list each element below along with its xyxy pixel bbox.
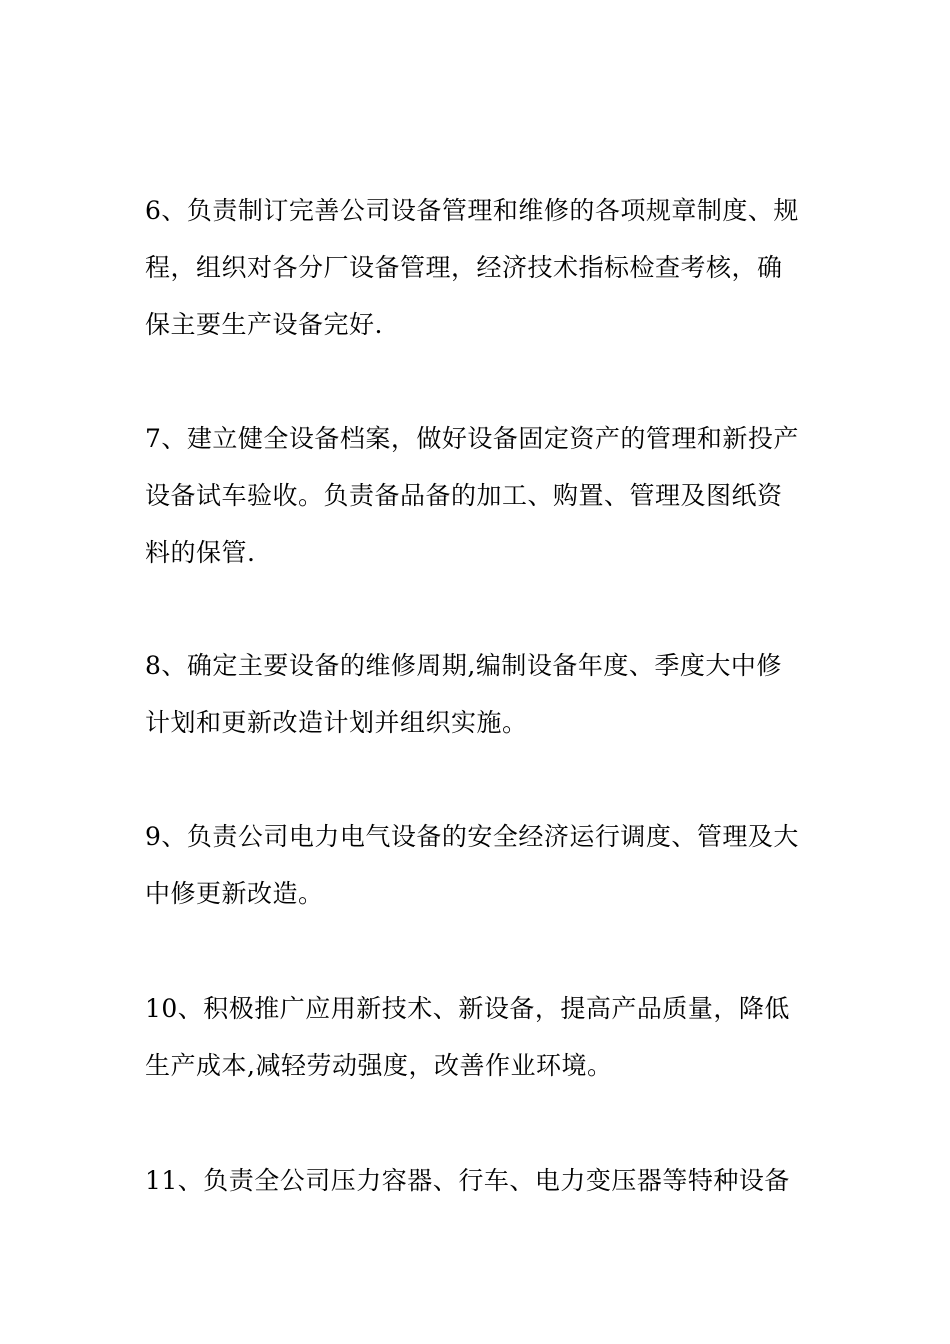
text-line: 7、建立健全设备档案，做好设备固定资产的管理和新投产 [145, 424, 799, 453]
text-line: 10、积极推广应用新技术、新设备，提高产品质量，降低 [145, 994, 790, 1023]
text-line: 8、确定主要设备的维修周期,编制设备年度、季度大中修 [145, 651, 782, 680]
text-line: 中修更新改造。 [145, 879, 324, 908]
text-line: 料的保管. [145, 538, 256, 567]
text-line: 生产成本,减轻劳动强度，改善作业环境。 [145, 1051, 613, 1080]
paragraph-item-7 [145, 410, 807, 581]
text-line: 6、负责制订完善公司设备管理和维修的各项规章制度、规 [145, 196, 799, 225]
paragraph-item-9 [145, 808, 807, 922]
paragraph-item-6 [145, 182, 807, 353]
paragraph-item-8 [145, 637, 807, 751]
text-line: 11、负责全公司压力容器、行车、电力变压器等特种设备 [145, 1166, 790, 1195]
text-line: 保主要生产设备完好. [145, 310, 383, 339]
text-line: 计划和更新改造计划并组织实施。 [145, 708, 528, 737]
text-line: 程，组织对各分厂设备管理，经济技术指标检查考核，确 [145, 253, 783, 282]
paragraph-item-10 [145, 980, 807, 1094]
text-line: 9、负责公司电力电气设备的安全经济运行调度、管理及大 [145, 822, 799, 851]
text-line: 设备试车验收。负责备品备的加工、购置、管理及图纸资 [145, 481, 783, 510]
paragraph-item-11 [145, 1152, 807, 1209]
